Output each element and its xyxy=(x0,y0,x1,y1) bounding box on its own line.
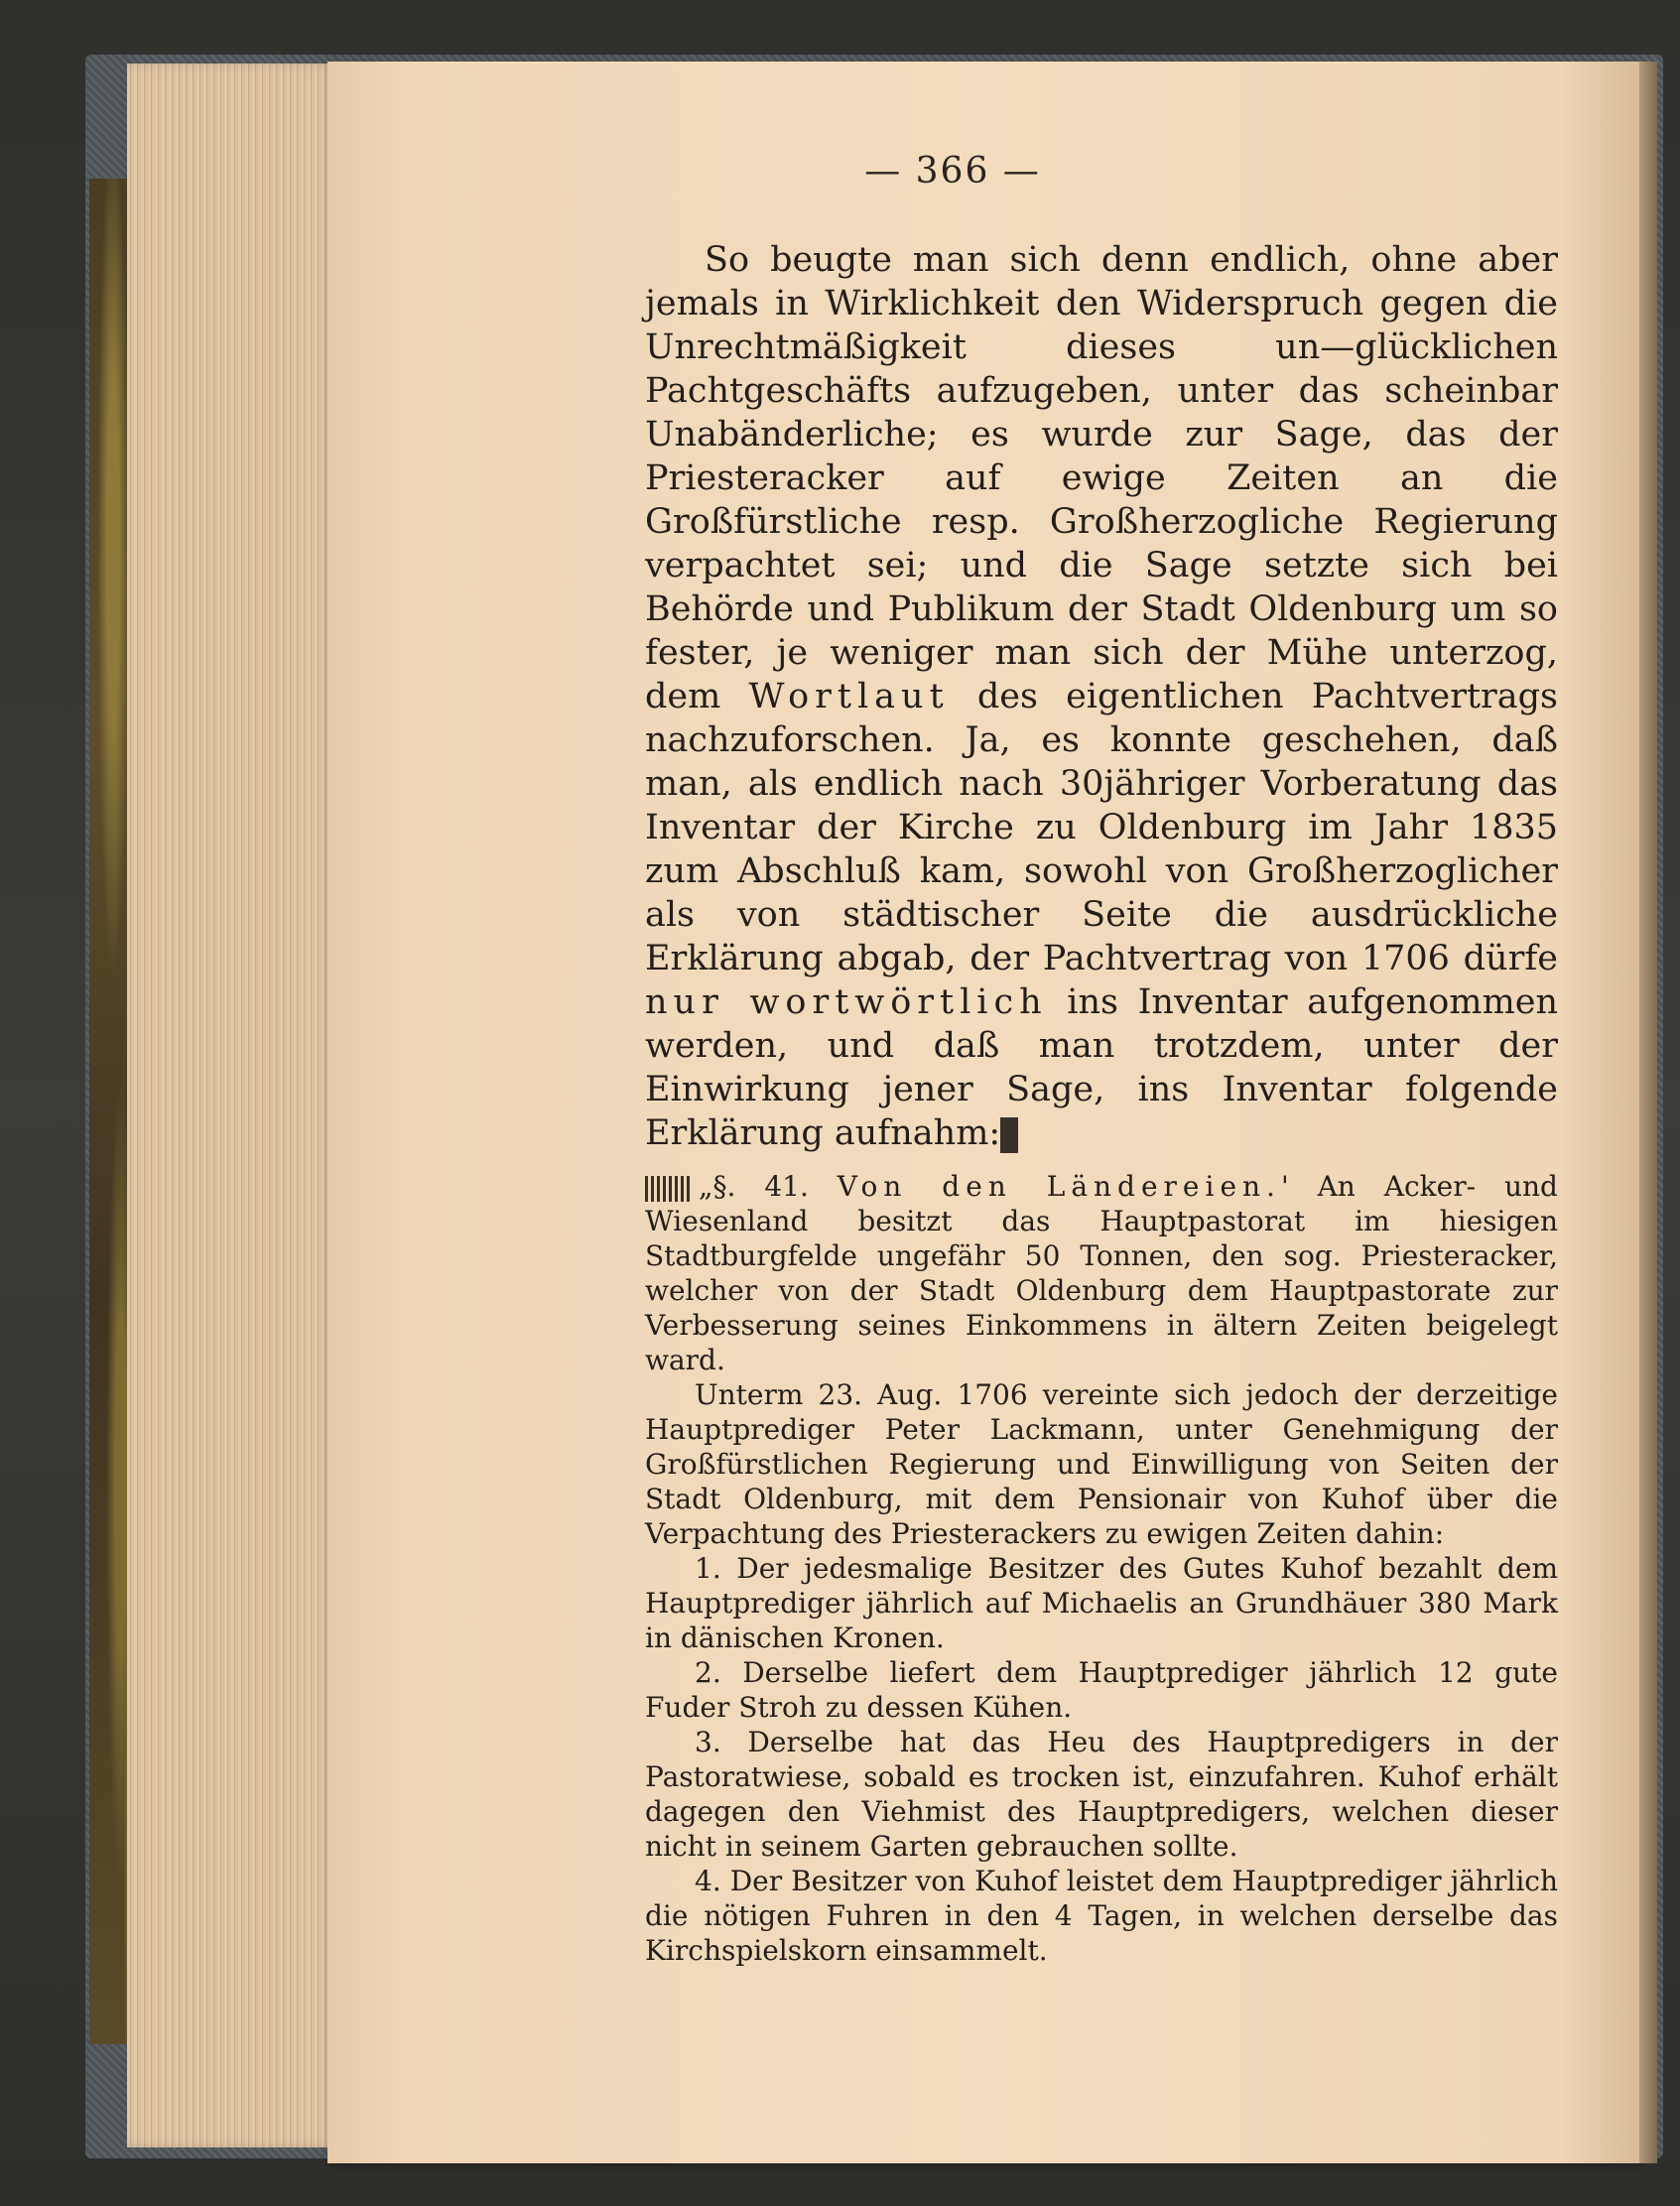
quote-section-text: ' An Acker- und Wiesenland besitzt das Hauptpastorat im hiesigen Stadtburgfelde ungefähr 50 Tonnen, den sog. Priesteracker, welcher von der Stadt Oldenburg dem Hauptpastorate zur Verbesserung seines Einkommens in ältern Zeiten beigelegt ward. xyxy=(645,1170,1558,1376)
page-body xyxy=(645,238,1558,1968)
main-text-part3: ins Inventar aufgenommen werden, und daß man trotzdem, unter der Einwirkung jener Sage, ins Inventar folgende Erklärung aufnahm: xyxy=(645,982,1559,1153)
main-text-part1: So beugte man sich denn endlich, ohne aber jemals in Wirklichkeit den Widerspruch gegen die Unrechtmäßigkeit dieses un—glücklichen Pachtgeschäfts aufzugeben, unter das scheinbar Unabänderliche; es wurde zur Sage, das der Priesteracker auf ewige Zeiten an die Großfürstliche resp. Großherzogliche Regierung verpachtet sei; und die Sage setzte sich bei Behörde und Publikum der Stadt Oldenburg um so fester, je weniger man sich der Mühe unterzog, dem xyxy=(645,240,1558,716)
quote-section-41 xyxy=(645,1169,1558,1377)
page-number: — 366 — xyxy=(864,151,1041,192)
main-text-spaced2: nur wortwörtlich xyxy=(645,982,1048,1022)
main-paragraph xyxy=(645,238,1558,1155)
quote-list-item-1: 1. Der jedesmalige Besitzer des Gutes Kuhof bezahlt dem Hauptprediger jährlich auf Michaelis an Grundhäuer 380 Mark in dänischen Kronen. xyxy=(645,1552,1558,1654)
quote-unterm: Unterm 23. Aug. 1706 vereinte sich jedoch der derzeitige Hauptprediger Peter Lackmann, unter Genehmigung der Großfürstlichen Regierung und Einwilligung von Seiten der Stadt Oldenburg, mit dem Pensionair von Kuhof über die Verpachtung des Priesterackers zu ewigen Zeiten dahin: xyxy=(645,1378,1558,1550)
page-gutter-shadow xyxy=(1639,62,1657,2163)
quote-list-item-3: 3. Derselbe hat das Heu des Hauptpredigers in der Pastoratwiese, sobald es trocken ist, einzufahren. Kuhof erhält dagegen den Viehmist des Hauptpredigers, welchen dieser nicht in seinem Garten gebrauchen sollte. xyxy=(645,1726,1558,1863)
quote-section-prefix: „§. 41. xyxy=(699,1170,838,1203)
page-edges xyxy=(127,64,345,2147)
quote-section-title: Von den Ländereien. xyxy=(837,1170,1281,1203)
ink-scribble-icon xyxy=(645,1176,693,1202)
quote-list-item-4: 4. Der Besitzer von Kuhof leistet dem Hauptprediger jährlich die nötigen Fuhren in den 4 Tagen, in welchen derselbe das Kirchspielskorn einsammelt. xyxy=(645,1865,1558,1967)
main-text-spaced1: Wortlaut xyxy=(748,677,950,716)
ink-mark-icon xyxy=(1000,1117,1018,1153)
main-text-part2: des eigentlichen Pachtvertrags nachzuforschen. Ja, es konnte geschehen, daß man, als endlich nach 30jähriger Vorberatung das Inventar der Kirche zu Oldenburg im Jahr 1835 zum Abschluß kam, sowohl von Großherzoglicher als von städtischer Seite die ausdrückliche Erklärung abgab, der Pachtvertrag von 1706 dürfe xyxy=(645,677,1558,978)
quote-list-item-2: 2. Derselbe liefert dem Hauptprediger jährlich 12 gute Fuder Stroh zu dessen Kühen. xyxy=(645,1656,1558,1724)
